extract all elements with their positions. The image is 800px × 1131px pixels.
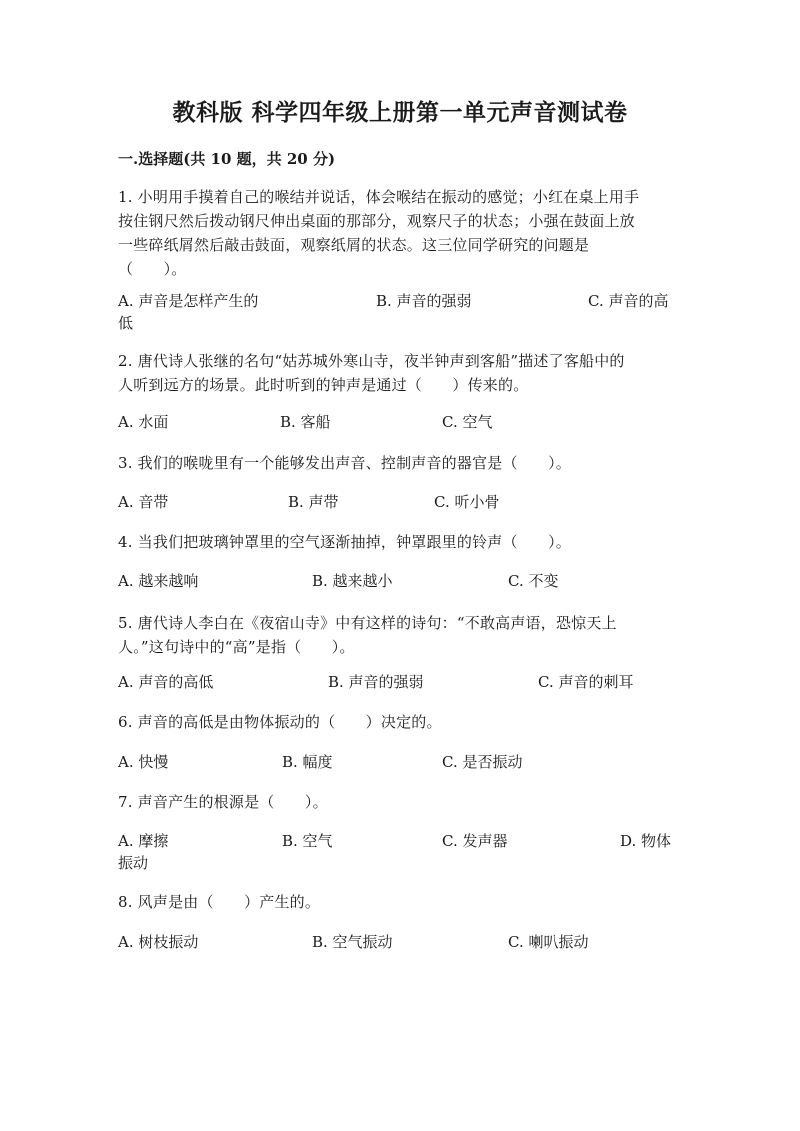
option-b: B. 越来越小 [312,572,393,590]
option-c: C. 是否振动 [442,753,523,771]
option-b: B. 幅度 [282,753,333,771]
question-4-line-1: 4. 当我们把玻璃钟罩里的空气逐渐抽掉，钟罩跟里的铃声（ ）。 [118,533,571,551]
question-7-options [118,830,678,852]
option-a: A. 树枝振动 [118,933,199,951]
question-8-line-1: 8. 风声是由（ ）产生的。 [118,893,321,911]
question-1-option-wrap: 低 [118,314,134,332]
question-7-line-1: 7. 声音产生的根源是（ ）。 [118,793,328,811]
option-c: C. 发声器 [442,832,508,850]
question-3-line-1: 3. 我们的喉咙里有一个能够发出声音、控制声音的器官是（ ）。 [118,454,571,472]
option-a: A. 声音是怎样产生的 [118,292,259,310]
option-a: A. 越来越响 [118,572,199,590]
question-5-line-1: 5. 唐代诗人李白在《夜宿山寺》中有这样的诗句：“不敢高声语，恐惊天上 [118,614,617,632]
option-b: B. 空气振动 [312,933,393,951]
question-1-options [118,290,678,312]
question-6-options [118,751,678,773]
option-c: C. 空气 [442,413,493,431]
question-1-line-3: 一些碎纸屑然后敲击鼓面，观察纸屑的状态。这三位同学研究的问题是 [118,236,590,254]
option-a: A. 摩擦 [118,832,169,850]
option-d: D. 物体 [620,832,672,850]
question-2-line-1: 2. 唐代诗人张继的名句“姑苏城外寒山寺，夜半钟声到客船”描述了客船中的 [118,352,625,370]
question-3-options [118,491,678,513]
option-b: B. 客船 [280,413,331,431]
option-a: A. 声音的高低 [118,673,214,691]
option-c: C. 声音的刺耳 [538,673,634,691]
question-1-line-4: （ ）。 [118,260,187,278]
option-c: C. 喇叭振动 [508,933,589,951]
question-2-options [118,411,678,433]
option-c: C. 听小骨 [434,493,500,511]
question-8-options [118,931,678,953]
option-c: C. 声音的高 [588,292,669,310]
option-c: C. 不变 [508,572,559,590]
option-b: B. 声带 [288,493,339,511]
question-6-line-1: 6. 声音的高低是由物体振动的（ ）决定的。 [118,713,442,731]
section-heading: 一.选择题(共 10 题，共 20 分) [118,150,336,168]
question-4-options [118,570,678,592]
page-title: 教科版 科学四年级上册第一单元声音测试卷 [172,99,628,126]
question-1-line-2: 按住钢尺然后拨动钢尺伸出桌面的那部分，观察尺子的状态；小强在鼓面上放 [118,212,635,230]
option-b: B. 声音的强弱 [328,673,424,691]
question-1-line-1: 1. 小明用手摸着自己的喉结并说话，体会喉结在振动的感觉；小红在桌上用手 [118,188,640,206]
question-5-line-2: 人。”这句诗中的“高”是指（ ）。 [118,638,355,656]
question-2-line-2: 人听到远方的场景。此时听到的钟声是通过（ ）传来的。 [118,376,529,394]
option-a: A. 快慢 [118,753,169,771]
option-a: A. 水面 [118,413,169,431]
question-7-option-wrap: 振动 [118,854,149,872]
option-b: B. 空气 [282,832,333,850]
option-b: B. 声音的强弱 [376,292,472,310]
question-5-options [118,671,678,693]
option-a: A. 音带 [118,493,169,511]
